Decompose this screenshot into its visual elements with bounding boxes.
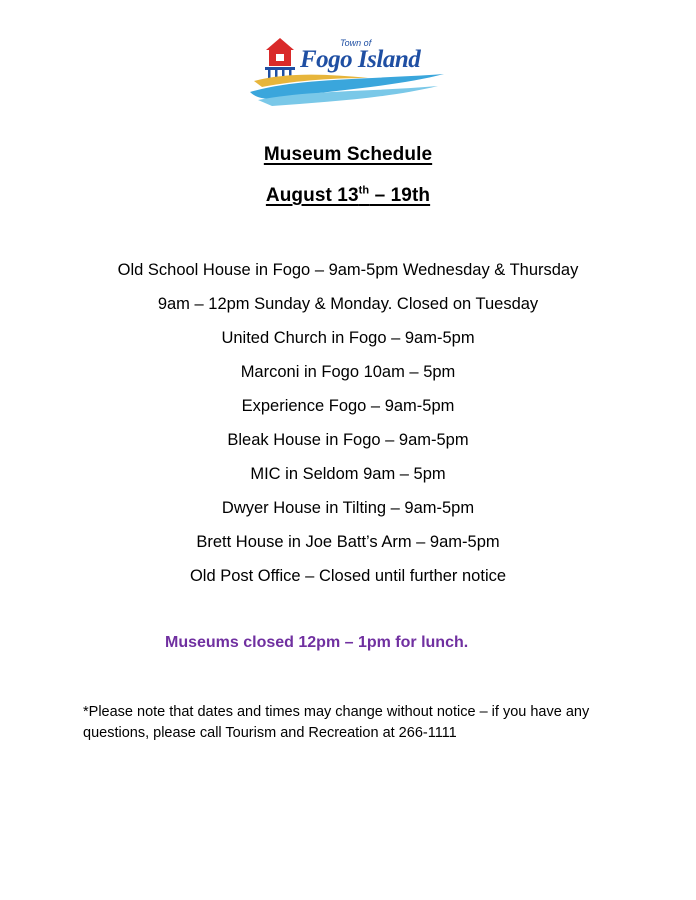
schedule-item: Bleak House in Fogo – 9am-5pm — [227, 431, 469, 449]
fogo-island-logo — [248, 34, 448, 112]
page-title: Museum Schedule — [263, 144, 433, 165]
schedule-item: MIC in Seldom 9am – 5pm — [250, 465, 446, 483]
logo-small-text: Town of — [340, 38, 372, 48]
schedule-item: Old School House in Fogo – 9am-5pm Wednesday & Thursday — [117, 261, 579, 279]
schedule-item: Old Post Office – Closed until further notice — [189, 567, 507, 585]
schedule-item: Dwyer House in Tilting – 9am-5pm — [221, 499, 475, 517]
schedule-item: United Church in Fogo – 9am-5pm — [221, 329, 475, 347]
museum-schedule-list — [0, 257, 696, 597]
schedule-item: Experience Fogo – 9am-5pm — [241, 397, 455, 415]
logo-main-text: Fogo Island — [300, 46, 421, 73]
schedule-item: Marconi in Fogo 10am – 5pm — [240, 363, 456, 381]
schedule-item: Brett House in Joe Batt’s Arm – 9am-5pm — [196, 533, 500, 551]
date-range: August 13th – 19th — [265, 184, 431, 206]
footnote: *Please note that dates and times may change without notice – if you have any questions, please call Tourism and Recreation at 266-1111 — [83, 704, 590, 741]
schedule-item: 9am – 12pm Sunday & Monday. Closed on Tuesday — [157, 295, 539, 313]
lunch-notice: Museums closed 12pm – 1pm for lunch. — [165, 634, 469, 651]
